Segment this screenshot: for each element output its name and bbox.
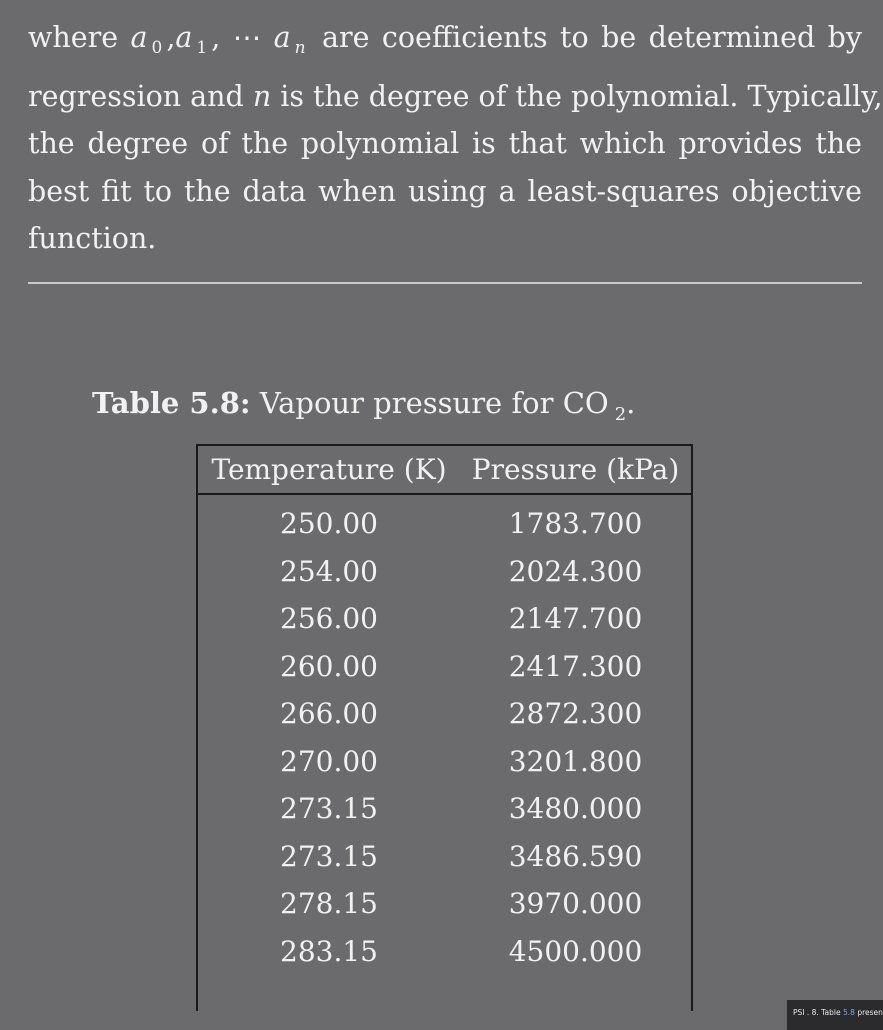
cell-pressure: 3970.000 <box>508 887 643 921</box>
cell-pressure: 3201.800 <box>508 744 643 778</box>
table-row <box>198 595 691 643</box>
vapour-pressure-table <box>196 444 693 1011</box>
caption-label: Table 5.8: <box>92 386 251 420</box>
table-reference-link[interactable]: 5.8 <box>842 1008 855 1017</box>
table-row <box>198 928 691 976</box>
math-n: n <box>252 79 272 113</box>
math-dots: ⋯ <box>232 21 262 54</box>
cell-pressure: 3480.000 <box>508 792 643 826</box>
paragraph-line-5: function. <box>28 222 157 255</box>
cell-pressure: 1783.700 <box>508 507 643 541</box>
cell-pressure: 4500.000 <box>508 934 643 968</box>
table-row <box>198 833 691 881</box>
cell-temperature: 270.00 <box>280 744 378 778</box>
math-an: a $_n$ <box>273 21 306 58</box>
table-row <box>198 643 691 691</box>
reference-tooltip[interactable]: PSI . 8. Table 5.8 presen <box>787 1000 883 1030</box>
table-row <box>198 548 691 596</box>
table-row <box>198 500 691 548</box>
cell-pressure: 2417.300 <box>508 649 643 683</box>
paragraph-line-1: where a $_0$ ,a $_1$ , ⋯ a $_n$ are coefficients to be determined by <box>28 21 863 58</box>
cell-temperature: 273.15 <box>280 792 378 826</box>
cell-temperature: 273.15 <box>280 839 378 873</box>
cell-temperature: 283.15 <box>280 934 378 968</box>
math-a0: a $_0$ <box>130 21 163 58</box>
cell-pressure: 2024.300 <box>508 554 643 588</box>
header-pressure: Pressure (kPa) <box>471 453 680 486</box>
table-header-row <box>198 446 691 495</box>
paragraph-line-4: best fit to the data when using a least-squares objective <box>28 174 862 208</box>
cell-pressure: 2872.300 <box>508 697 643 731</box>
paragraph-line-3: the degree of the polynomial is that which provides the <box>28 127 862 160</box>
caption-subscript: 2 <box>614 404 627 425</box>
body-paragraph <box>28 14 883 263</box>
table-caption: Table 5.8: Vapour pressure for CO $_2$. <box>92 386 636 425</box>
cell-temperature: 256.00 <box>280 602 378 636</box>
table-body <box>198 495 691 975</box>
caption-text: Vapour pressure for CO <box>259 386 609 420</box>
header-temperature: Temperature (K) <box>211 453 447 486</box>
cell-pressure: 2147.700 <box>508 602 643 636</box>
paragraph-line-2: regression and n is the degree of the polynomial. Typically, <box>28 79 883 113</box>
cell-temperature: 254.00 <box>280 554 378 588</box>
cell-pressure: 3486.590 <box>508 839 643 873</box>
table-row <box>198 690 691 738</box>
cell-temperature: 266.00 <box>280 697 378 731</box>
cell-temperature: 250.00 <box>280 507 378 541</box>
table-row <box>198 738 691 786</box>
table-row <box>198 880 691 928</box>
cell-temperature: 278.15 <box>280 887 378 921</box>
math-a1: a $_1$ <box>175 21 208 58</box>
section-divider <box>28 282 862 284</box>
table-row <box>198 785 691 833</box>
cell-temperature: 260.00 <box>280 649 378 683</box>
